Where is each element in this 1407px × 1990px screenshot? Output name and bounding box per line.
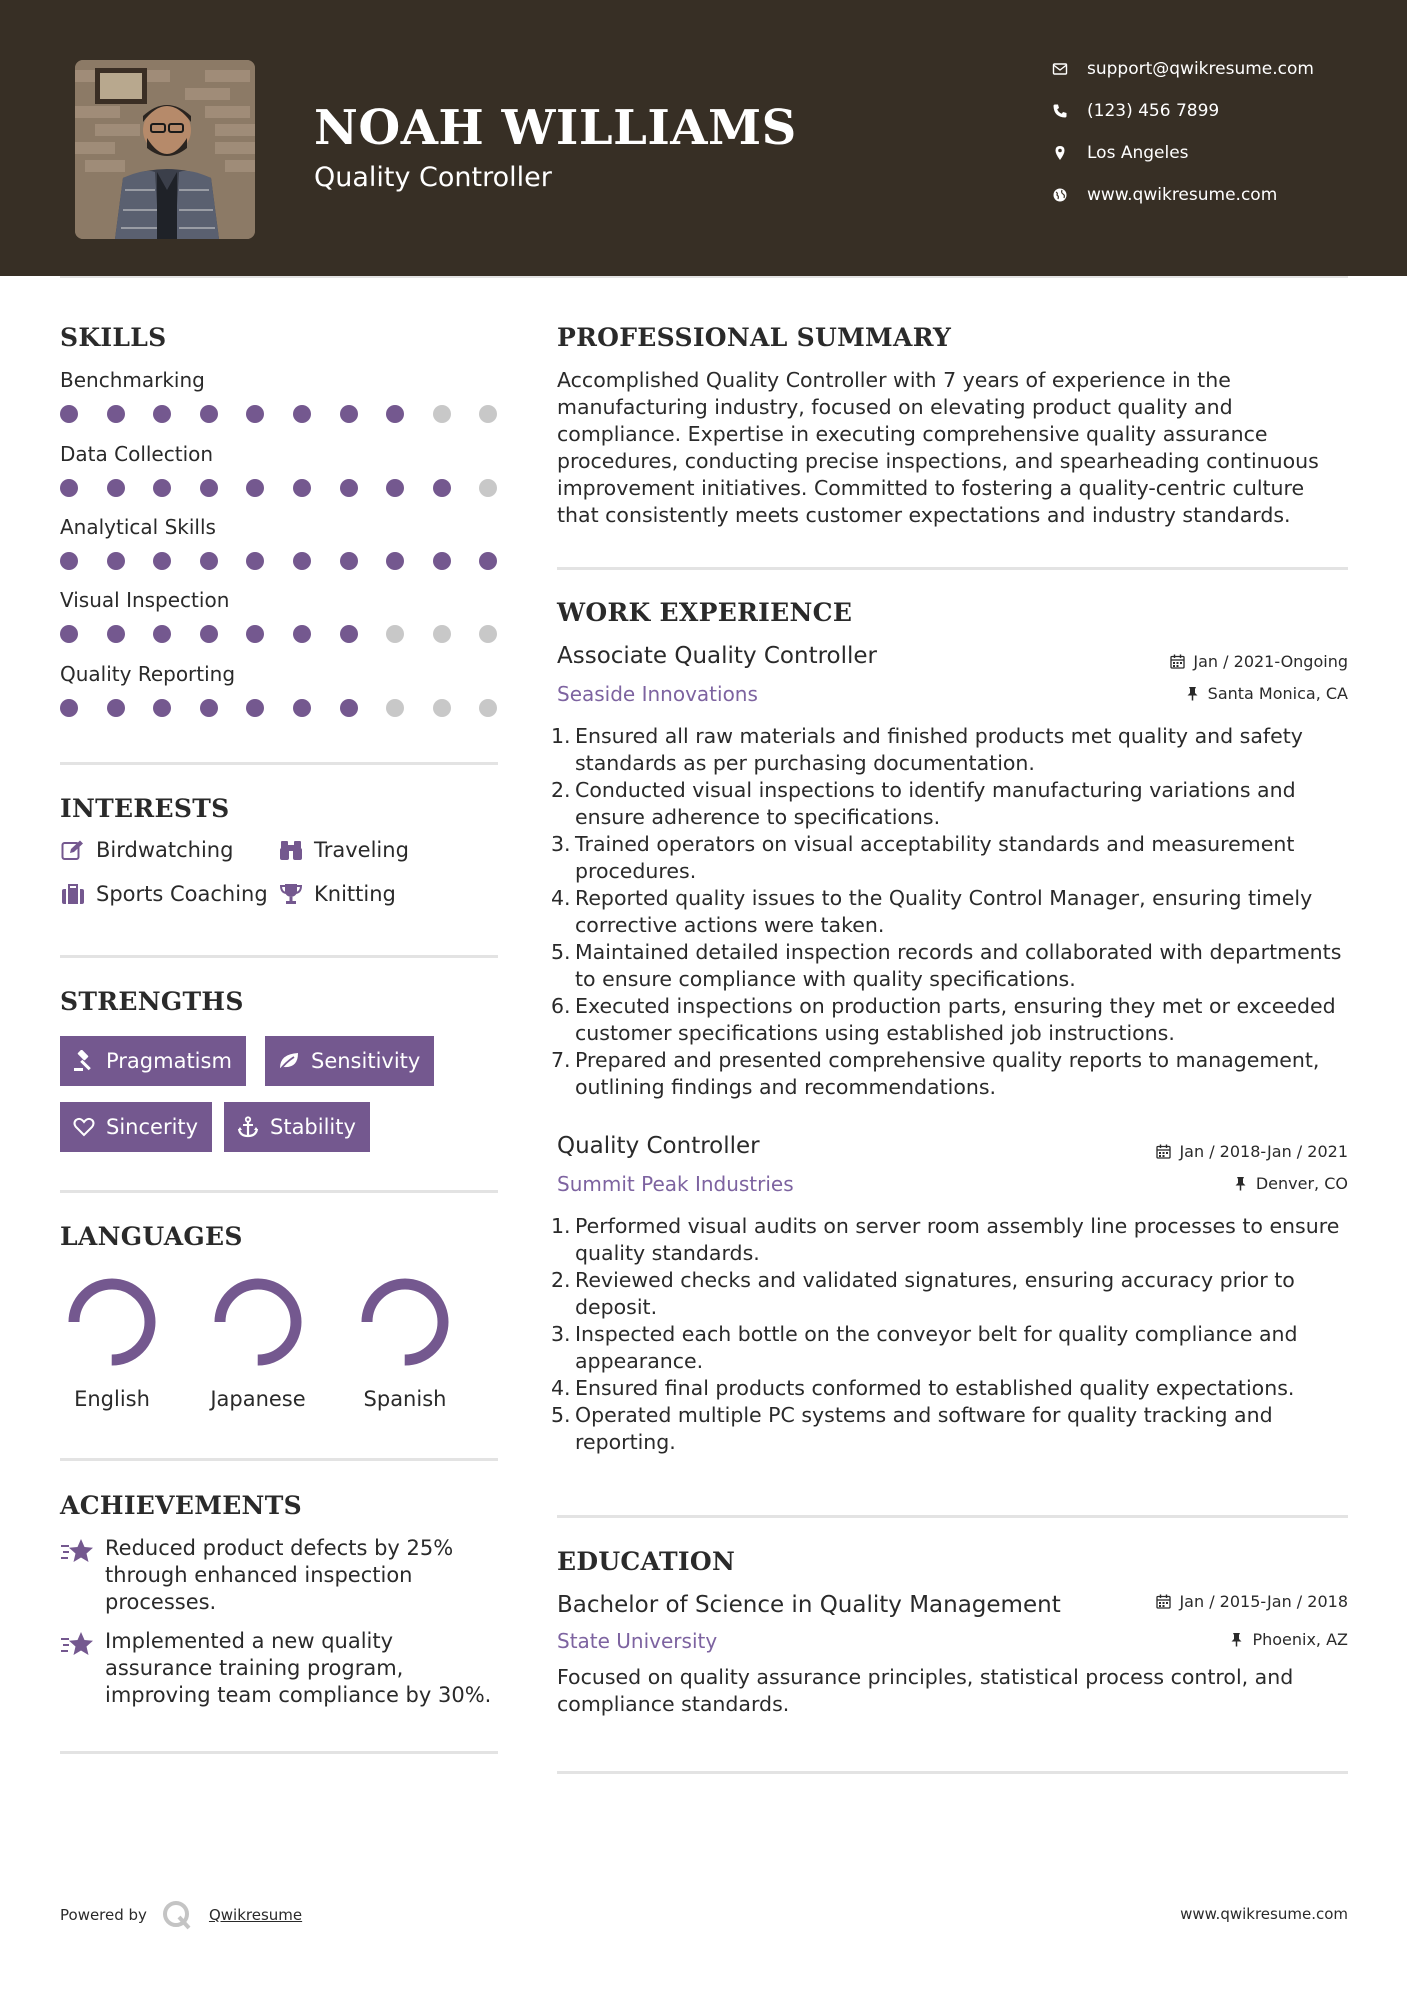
language-level-ring [62,1272,162,1372]
language-level-ring [208,1272,308,1372]
skill-dot-filled [200,405,218,423]
qwikresume-logo-icon [161,1899,193,1931]
skill-dot-filled [293,699,311,717]
strength-tag [224,1102,370,1152]
skill-dot-empty [386,699,404,717]
section-divider [557,1515,1348,1518]
globe-icon [1050,185,1070,205]
job-date [1170,652,1348,671]
header-divider [60,276,1348,278]
language-name: English [74,1387,150,1411]
skill-dot-empty [433,625,451,643]
language-name: Spanish [363,1387,447,1411]
education-title: EDUCATION [557,1547,736,1576]
duty-item: 3. Inspected each bottle on the conveyor belt for quality compliance and appearance. [551,1322,1298,1373]
skill-dot-filled [246,552,264,570]
skill-dot-filled [200,552,218,570]
strength-label: Sincerity [106,1115,199,1139]
skill-dot-filled [340,552,358,570]
language-item [208,1272,308,1411]
contact-phone-text[interactable]: (123) 456 7899 [1087,101,1220,121]
duty-item: 6. Executed inspections on production parts, ensuring they met or exceeded customer specifications using established job instructions. [551,994,1336,1045]
duty-text: Ensured final products conformed to established quality expectations. [575,1376,1295,1400]
skill-rating [60,479,500,499]
duty-item: 3. Trained operators on visual acceptability standards and measurement procedures. [551,832,1295,883]
job-location [1233,1174,1348,1193]
school-name: State University [557,1629,718,1653]
skill-dot-filled [107,699,125,717]
skill-dot-filled [60,552,78,570]
skill-dot-empty [479,479,497,497]
job-location-text: Santa Monica, CA [1207,684,1348,703]
language-level-arc [220,1284,296,1360]
duty-item: 1. Performed visual audits on server room assembly line processes to ensure quality standards. [551,1214,1340,1265]
skill-dot-filled [153,625,171,643]
duty-text: Reviewed checks and validated signatures, ensuring accuracy prior to deposit. [575,1268,1295,1319]
strengths-title: STRENGTHS [60,987,244,1016]
skill-dot-filled [293,625,311,643]
education-date [1156,1592,1348,1611]
job-location [1185,684,1348,703]
anchor-icon [236,1115,260,1139]
skill-dot-filled [107,552,125,570]
duty-text: Maintained detailed inspection records and collaborated with departments to ensure compliance with quality specifications. [575,940,1342,991]
section-divider [60,1751,498,1754]
skill-dot-filled [246,699,264,717]
interest-item [278,882,396,906]
skill-rating [60,625,500,645]
star-icon [60,1630,94,1658]
skill-dot-filled [293,479,311,497]
skill-dot-filled [293,552,311,570]
duty-text: Trained operators on visual acceptability standards and measurement procedures. [575,832,1295,883]
gavel-icon [72,1049,96,1073]
skill-dot-empty [479,699,497,717]
duty-item: 2. Conducted visual inspections to identify manufacturing variations and ensure adherence to specifications. [551,778,1296,829]
strength-label: Pragmatism [106,1049,232,1073]
section-divider [557,1771,1348,1774]
skill-name: Benchmarking [60,368,205,392]
skill-dot-filled [479,552,497,570]
interest-label: Sports Coaching [96,882,268,906]
job-date [1156,1142,1348,1161]
job-duties [549,1213,1349,1456]
duty-item: 2. Reviewed checks and validated signatures, ensuring accuracy prior to deposit. [551,1268,1295,1319]
duty-text: Executed inspections on production parts, ensuring they met or exceeded customer specifications using established job instructions. [575,994,1336,1045]
education-description: Focused on quality assurance principles, statistical process control, and compliance standards. [557,1665,1294,1716]
skill-dot-filled [246,405,264,423]
duty-item: 7. Prepared and presented comprehensive quality reports to management, outlining findings and recommendations. [551,1048,1320,1099]
duty-text: Ensured all raw materials and finished products met quality and safety standards as per purchasing documentation. [575,724,1303,775]
section-divider [60,762,498,765]
job-duties [549,723,1349,1101]
duty-text: Operated multiple PC systems and software for quality tracking and reporting. [575,1403,1273,1454]
section-divider [60,1458,498,1461]
education-location [1229,1630,1348,1649]
degree-title: Bachelor of Science in Quality Management [557,1592,1061,1618]
briefcase-icon [60,882,86,906]
skill-dot-filled [433,552,451,570]
leaf-icon [277,1049,301,1073]
duty-text: Inspected each bottle on the conveyor belt for quality compliance and appearance. [575,1322,1298,1373]
job-date-text: Jan / 2018-Jan / 2021 [1179,1142,1348,1161]
achievement-text: Implemented a new quality assurance training program, improving team compliance by 30%. [105,1629,492,1707]
language-item [355,1272,455,1411]
skill-dot-filled [153,699,171,717]
skill-dot-filled [386,405,404,423]
skill-dot-filled [200,699,218,717]
interests-title: INTERESTS [60,794,230,823]
skill-dot-filled [386,552,404,570]
contact-phone[interactable] [1050,96,1219,126]
contact-location-text: Los Angeles [1087,143,1189,163]
job-title: Quality Controller [557,1133,760,1159]
company-name: Seaside Innovations [557,682,758,706]
interest-label: Traveling [314,838,409,862]
skill-name: Quality Reporting [60,662,236,686]
language-name: Japanese [210,1387,306,1411]
duty-item: 1. Ensured all raw materials and finished products met quality and safety standards as per purchasing documentation. [551,724,1303,775]
skill-dot-filled [107,479,125,497]
skill-dot-filled [340,405,358,423]
contact-email[interactable] [1050,54,1314,84]
language-item [62,1272,162,1411]
contact-website-text[interactable]: www.qwikresume.com [1087,185,1278,205]
skill-dot-empty [386,625,404,643]
skill-dot-filled [107,625,125,643]
skill-dot-filled [60,405,78,423]
language-level-arc [367,1284,443,1360]
interest-label: Birdwatching [96,838,234,862]
contact-location [1050,138,1189,168]
skill-dot-empty [433,699,451,717]
calendar-icon [1156,1144,1171,1159]
job-location-text: Denver, CO [1255,1174,1348,1193]
duty-text: Reported quality issues to the Quality Control Manager, ensuring timely corrective actions were taken. [575,886,1313,937]
achievement-item [60,1628,500,1709]
skill-name: Data Collection [60,442,214,466]
skill-dot-filled [153,405,171,423]
trophy-icon [278,882,304,906]
contact-email-text[interactable]: support@qwikresume.com [1087,59,1314,79]
heart-icon [72,1115,96,1139]
skills-title: SKILLS [60,323,167,352]
strength-label: Sensitivity [311,1049,421,1073]
achievements-title: ACHIEVEMENTS [60,1491,302,1520]
interest-item [278,838,409,862]
duty-text: Performed visual audits on server room assembly line processes to ensure quality standards. [575,1214,1340,1265]
summary-text: Accomplished Quality Controller with 7 years of experience in the manufacturing industry, focused on elevating product quality and compliance. Expertise in executing comprehensive quality assurance procedures, conducting precise inspections, and spearheading continuous improvement initiatives. Committed to fostering a quality-centric culture that consistently meets customer expectations and industry standards. [557,368,1319,527]
skill-dot-empty [433,405,451,423]
achievement-text: Reduced product defects by 25% through enhanced inspection processes. [105,1536,454,1614]
skill-dot-filled [293,405,311,423]
skill-dot-filled [153,552,171,570]
skill-dot-filled [60,625,78,643]
footer-powered-by [60,1899,302,1931]
map-pin-icon [1050,143,1070,163]
skill-dot-empty [479,625,497,643]
envelope-icon [1050,59,1070,79]
duty-item: 4. Reported quality issues to the Quality Control Manager, ensuring timely corrective actions were taken. [551,886,1313,937]
profile-photo-image [75,60,255,239]
section-divider [557,567,1348,570]
skill-rating [60,699,500,719]
duty-text: Prepared and presented comprehensive quality reports to management, outlining findings and recommendations. [575,1048,1320,1099]
education-location-text: Phoenix, AZ [1252,1630,1348,1649]
skill-name: Visual Inspection [60,588,230,612]
calendar-icon [1156,1594,1171,1609]
skill-dot-filled [107,405,125,423]
binoculars-icon [278,838,304,862]
phone-icon [1050,101,1070,121]
contact-website[interactable] [1050,180,1277,210]
company-name: Summit Peak Industries [557,1172,794,1196]
duty-item: 5. Maintained detailed inspection records and collaborated with departments to ensure compliance with quality specifications. [551,940,1342,991]
skill-dot-filled [386,479,404,497]
strength-tag [60,1036,246,1086]
skill-dot-filled [246,479,264,497]
skill-rating [60,405,500,425]
job-title: Associate Quality Controller [557,643,878,669]
interest-label: Knitting [314,882,396,906]
language-level-arc [74,1284,150,1360]
qwikresume-link[interactable]: Qwikresume [208,1906,303,1924]
interest-item [60,838,233,862]
strength-label: Stability [270,1115,356,1139]
skill-dot-filled [60,699,78,717]
skill-dot-filled [200,625,218,643]
profile-photo [75,60,255,239]
pushpin-icon [1233,1176,1248,1191]
footer-url[interactable]: www.qwikresume.com [1180,1905,1348,1923]
skill-rating [60,552,500,572]
skill-dot-filled [433,479,451,497]
education-date-text: Jan / 2015-Jan / 2018 [1179,1592,1348,1611]
pushpin-icon [1229,1632,1244,1647]
resume-header [0,0,1407,276]
section-divider [60,1190,498,1193]
skill-dot-filled [246,625,264,643]
skill-dot-filled [340,479,358,497]
powered-by-label: Powered by [60,1906,147,1924]
skill-name: Analytical Skills [60,515,216,539]
interest-item [60,882,268,906]
calendar-icon [1170,654,1185,669]
star-icon [60,1537,94,1565]
pushpin-icon [1185,686,1200,701]
duty-item: 4. Ensured final products conformed to established quality expectations. [551,1376,1295,1400]
skill-dot-filled [153,479,171,497]
duty-item: 5. Operated multiple PC systems and software for quality tracking and reporting. [551,1403,1273,1454]
skill-dot-filled [340,699,358,717]
experience-title: WORK EXPERIENCE [557,598,853,627]
candidate-name: NOAH WILLIAMS [314,100,797,156]
language-level-ring [355,1272,455,1372]
skill-dot-filled [60,479,78,497]
skill-dot-filled [200,479,218,497]
duty-text: Conducted visual inspections to identify manufacturing variations and ensure adherence to specifications. [575,778,1296,829]
summary-title: PROFESSIONAL SUMMARY [557,323,952,352]
edit-icon [60,838,86,862]
achievement-item [60,1535,500,1616]
section-divider [60,955,498,958]
skill-dot-empty [479,405,497,423]
strength-tag [265,1036,434,1086]
languages-title: LANGUAGES [60,1222,243,1251]
strength-tag [60,1102,212,1152]
job-date-text: Jan / 2021-Ongoing [1193,652,1348,671]
skill-dot-filled [340,625,358,643]
candidate-role: Quality Controller [314,162,552,193]
